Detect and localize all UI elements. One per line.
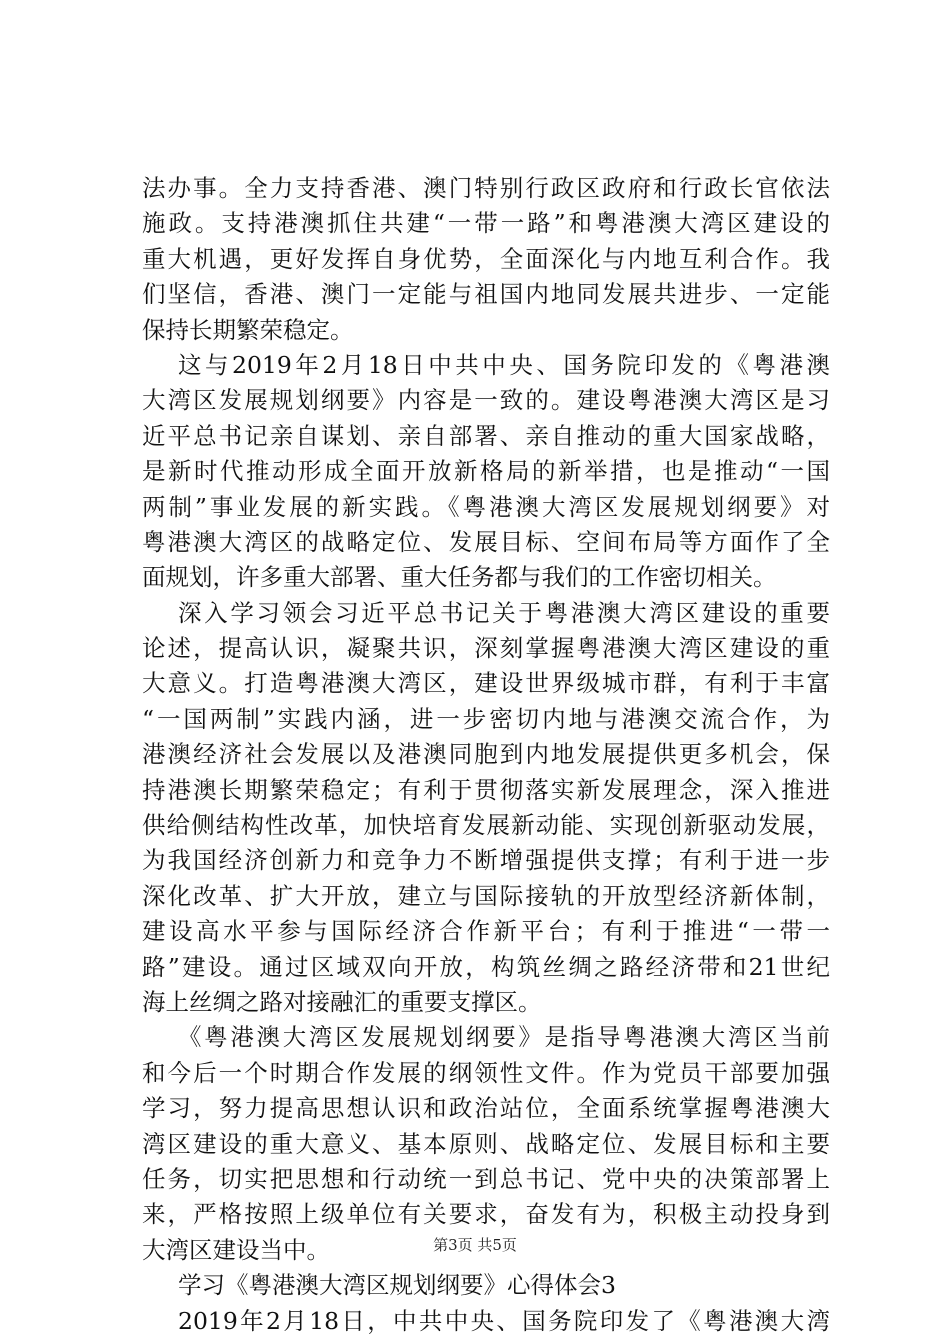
text-line: “一国两制”实践内涵，进一步密切内地与港澳交流合作，为 — [142, 704, 830, 733]
text-line: 施政。支持港澳抓住共建“一带一路”和粤港澳大湾区建设的 — [142, 209, 830, 238]
text-line: 粤港澳大湾区的战略定位、发展目标、空间布局等方面作了全 — [142, 527, 830, 556]
text-line: 保持长期繁荣稳定。 — [142, 315, 354, 344]
text-line: 持港澳长期繁荣稳定；有利于贯彻落实新发展理念，深入推进 — [142, 775, 830, 804]
text-line: 和今后一个时期合作发展的纲领性文件。作为党员干部要加强 — [142, 1058, 830, 1087]
text-line: 路”建设。通过区域双向开放，构筑丝绸之路经济带和21世纪 — [142, 952, 830, 981]
text-line: 深化改革、扩大开放，建立与国际接轨的开放型经济新体制， — [142, 881, 830, 910]
text-line: 两制”事业发展的新实践。《粤港澳大湾区发展规划纲要》对 — [142, 492, 830, 521]
section-heading: 学习《粤港澳大湾区规划纲要》心得体会3 — [178, 1271, 616, 1300]
text-line: 面规划，许多重大部署、重大任务都与我们的工作密切相关。 — [142, 563, 777, 592]
document-body — [142, 171, 830, 1339]
text-line: 们坚信，香港、澳门一定能与祖国内地同发展共进步、一定能 — [142, 280, 830, 309]
paragraph-first-line: 2019年2月18日，中共中央、国务院印发了《粤港澳大湾 — [178, 1306, 830, 1335]
text-line: 学习，努力提高思想认识和政治站位，全面系统掌握粤港澳大 — [142, 1094, 830, 1123]
text-line: 港澳经济社会发展以及港澳同胞到内地发展提供更多机会，保 — [142, 740, 830, 769]
paragraph-first-line: 《粤港澳大湾区发展规划纲要》是指导粤港澳大湾区当前 — [178, 1023, 830, 1052]
text-line: 任务，切实把思想和行动统一到总书记、党中央的决策部署上 — [142, 1164, 830, 1193]
text-line: 建设高水平参与国际经济合作新平台；有利于推进“一带一 — [142, 917, 830, 946]
text-line: 论述，提高认识，凝聚共识，深刻掌握粤港澳大湾区建设的重 — [142, 634, 830, 663]
text-line: 近平总书记亲自谋划、亲自部署、亲自推动的重大国家战略， — [142, 421, 830, 450]
text-line: 来，严格按照上级单位有关要求，奋发有为，积极主动投身到 — [142, 1200, 830, 1229]
paragraph-first-line: 这与2019年2月18日中共中央、国务院印发的《粤港澳 — [178, 350, 830, 379]
text-line: 重大机遇，更好发挥自身优势，全面深化与内地互利合作。我 — [142, 244, 830, 273]
text-line: 大湾区发展规划纲要》内容是一致的。建设粤港澳大湾区是习 — [142, 386, 830, 415]
text-line: 法办事。全力支持香港、澳门特别行政区政府和行政长官依法 — [142, 174, 830, 202]
text-line: 是新时代推动形成全面开放新格局的新举措，也是推动“一国 — [142, 457, 830, 486]
text-line: 大意义。打造粤港澳大湾区，建设世界级城市群，有利于丰富 — [142, 669, 830, 698]
paragraph-first-line: 深入学习领会习近平总书记关于粤港澳大湾区建设的重要 — [178, 598, 830, 627]
text-line: 海上丝绸之路对接融汇的重要支撑区。 — [142, 987, 542, 1016]
text-line: 为我国经济创新力和竞争力不断增强提供支撑；有利于进一步 — [142, 846, 830, 875]
text-line: 大湾区建设当中。 — [142, 1235, 330, 1264]
text-line: 湾区建设的重大意义、基本原则、战略定位、发展目标和主要 — [142, 1129, 830, 1158]
page-number-footer: 第3页 共5页 — [433, 1236, 517, 1254]
text-line: 供给侧结构性改革，加快培育发展新动能、实现创新驱动发展， — [142, 811, 830, 840]
